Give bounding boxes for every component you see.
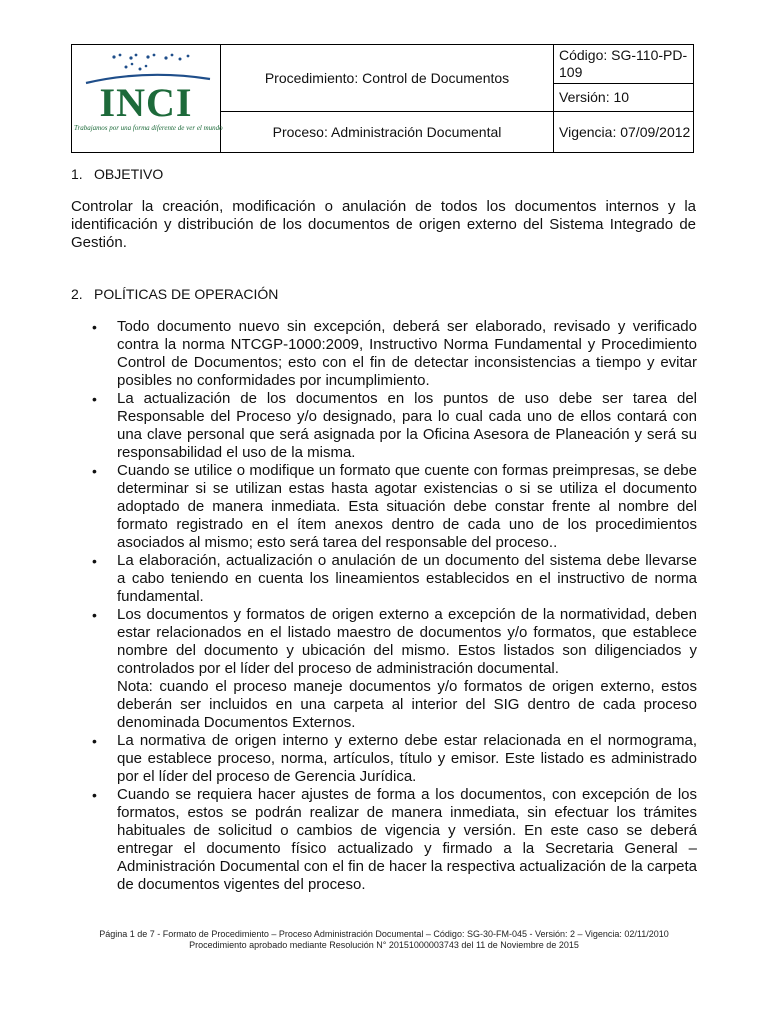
list-item: • Los documentos y formatos de origen externo a excepción de la normatividad, deben estar relacionados en el listado maestro de documentos y/o formatos, que establece nombre del documento y ubicación del mismo. Estos listados son diligenciados y controlados por el líder del proceso de administración documental. Nota: cuando el proceso maneje documentos y/o formatos de origen externo, estos deberán ser incluidos en una carpeta al interior del SIG dentro de cada proceso denominada Documentos Externos.	[92, 606, 697, 731]
section-title: POLÍTICAS DE OPERACIÓN	[94, 286, 279, 302]
objetivo-paragraph: Controlar la creación, modificación o anulación de todos los documentos internos y la identificación y distribución de los documentos de origen externo del Sistema Integrado de Gestión.	[71, 198, 696, 251]
bullet-icon: •	[92, 733, 97, 749]
document-header-table	[71, 44, 694, 153]
process-title: Proceso: Administración Documental	[221, 112, 554, 153]
logo-tagline: Trabajamos por una forma diferente de ver el mundo	[74, 124, 223, 132]
bullet-icon: •	[92, 607, 97, 623]
document-code: Código: SG-110-PD-109	[554, 45, 694, 84]
bullet-icon: •	[92, 787, 97, 803]
section-politicas-heading	[71, 286, 278, 302]
list-item: • Cuando se utilice o modifique un formato que cuente con formas preimpresas, se debe determinar si se utilizan estas hasta agotar existencias o si se utiliza el documento adoptado de manera inmediata. Esta situación debe constar frente al nombre del formato registrado en el ítem anexos dentro de cada uno de los procedimientos asociados al mismo; esto será tarea del responsable del proceso..	[92, 462, 697, 551]
note-text: Nota: cuando el proceso maneje documentos y/o formatos de origen externo, estos deberán ser incluidos en una carpeta al interior del SIG dentro de cada proceso denominada Documentos Externos.	[117, 678, 697, 731]
list-item: • La actualización de los documentos en los puntos de uso debe ser tarea del Responsable del Proceso y/o designado, para lo cual cada uno de ellos contará con una clave personal que será asignada por la Oficina Asesora de Planeación y será su responsabilidad el uso de la misma.	[92, 390, 697, 461]
bullet-icon: •	[92, 463, 97, 479]
section-number: 2.	[71, 286, 83, 302]
list-item: • Todo documento nuevo sin excepción, deberá ser elaborado, revisado y verificado contra la norma NTCGP-1000:2009, Instructivo Norma Fundamental y Procedimiento Control de Documentos; esto con el fin de detectar inconsistencias a tiempo y evitar posibles no conformidades por incumplimiento.	[92, 318, 697, 389]
bullet-icon: •	[92, 391, 97, 407]
footer-line-1: Página 1 de 7 - Formato de Procedimiento – Proceso Administración Documental – Código: SG-30-FM-045 - Versión: 2 – Vigencia: 02/11/2010	[99, 929, 669, 939]
footer-line-2: Procedimiento aprobado mediante Resolución N° 20151000003743 del 11 de Noviembre de 2015	[189, 940, 579, 950]
procedure-title: Procedimiento: Control de Documentos	[221, 45, 554, 112]
section-title: OBJETIVO	[94, 166, 164, 182]
list-item: • La normativa de origen interno y externo debe estar relacionada en el normograma, que establece proceso, norma, artículos, título y emisor. Este listado es administrado por el líder del proceso de Gerencia Jurídica.	[92, 732, 697, 785]
list-item: • La elaboración, actualización o anulación de un documento del sistema debe llevarse a cabo teniendo en cuenta los lineamientos establecidos en el instructivo de norma fundamental.	[92, 552, 697, 605]
logo-cell	[72, 45, 221, 153]
bullet-icon: •	[92, 553, 97, 569]
section-objetivo-heading	[71, 166, 163, 182]
document-version: Versión: 10	[554, 84, 694, 112]
section-number: 1.	[71, 166, 83, 182]
document-validity: Vigencia: 07/09/2012	[554, 112, 694, 153]
logo-brand: INCI	[99, 80, 193, 125]
bullet-icon: •	[92, 319, 97, 335]
policies-list	[92, 318, 697, 894]
list-item: • Cuando se requiera hacer ajustes de forma a los documentos, con excepción de los formatos, estos se podrán realizar de manera inmediata, sin efectuar los trámites habituales de solicitud o cambios de vigencia y versión. En este caso se deberá entregar el documento físico actualizado y firmado a la Secretaria General – Administración Documental con el fin de hacer la respectiva actualización de la carpeta de documentos vigentes del proceso.	[92, 786, 697, 893]
inci-logo	[72, 45, 223, 152]
